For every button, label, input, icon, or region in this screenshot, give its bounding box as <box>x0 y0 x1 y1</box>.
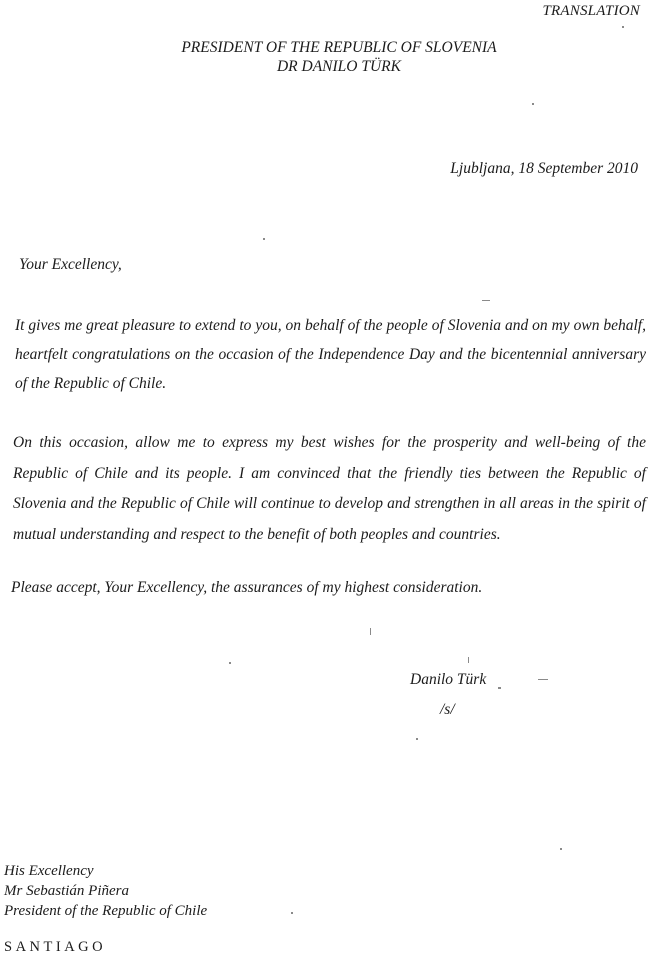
closing-line: Please accept, Your Excellency, the assurances of my highest consideration. <box>11 579 483 596</box>
scan-speck <box>229 662 231 664</box>
place-date: Ljubljana, 18 September 2010 <box>450 160 638 177</box>
signature-mark: /s/ <box>440 701 455 718</box>
scan-speck <box>482 300 490 301</box>
recipient-city: SANTIAGO <box>4 939 107 955</box>
scan-speck <box>532 103 534 105</box>
scan-speck <box>370 628 371 635</box>
letterhead-name: DR DANILO TÜRK <box>276 58 401 75</box>
salutation: Your Excellency, <box>19 256 122 273</box>
scan-speck <box>291 912 293 914</box>
scan-speck <box>263 238 265 240</box>
body-paragraph-2: On this occasion, allow me to express my best wishes for the prosperity and well-being of the Republic of Chile and its people. I am convinced that the friendly ties between the Republic of Slovenia and the Republic of Chile will continue to develop and strengthen in all areas in the spirit of mutual understanding and respect to the benefit of both peoples and countries. <box>13 434 646 543</box>
scan-speck <box>468 657 469 663</box>
scan-speck <box>416 738 418 740</box>
signature-name: Danilo Türk <box>410 671 487 688</box>
recipient-position: President of the Republic of Chile <box>4 903 208 919</box>
body-paragraph-1: It gives me great pleasure to extend to you, on behalf of the people of Slovenia and on my own behalf, heartfelt congratulations on the occasion of the Independence Day and the bicentennial anniversary of the Republic of Chile. <box>15 317 646 392</box>
scan-speck <box>560 848 562 850</box>
recipient-title: His Excellency <box>4 863 94 879</box>
scan-speck <box>538 679 548 680</box>
recipient-name: Mr Sebastián Piñera <box>4 883 129 899</box>
translation-label: TRANSLATION <box>542 3 640 19</box>
letterhead-office: PRESIDENT OF THE REPUBLIC OF SLOVENIA <box>181 39 497 56</box>
scan-speck <box>498 687 501 689</box>
scan-speck <box>622 26 624 28</box>
